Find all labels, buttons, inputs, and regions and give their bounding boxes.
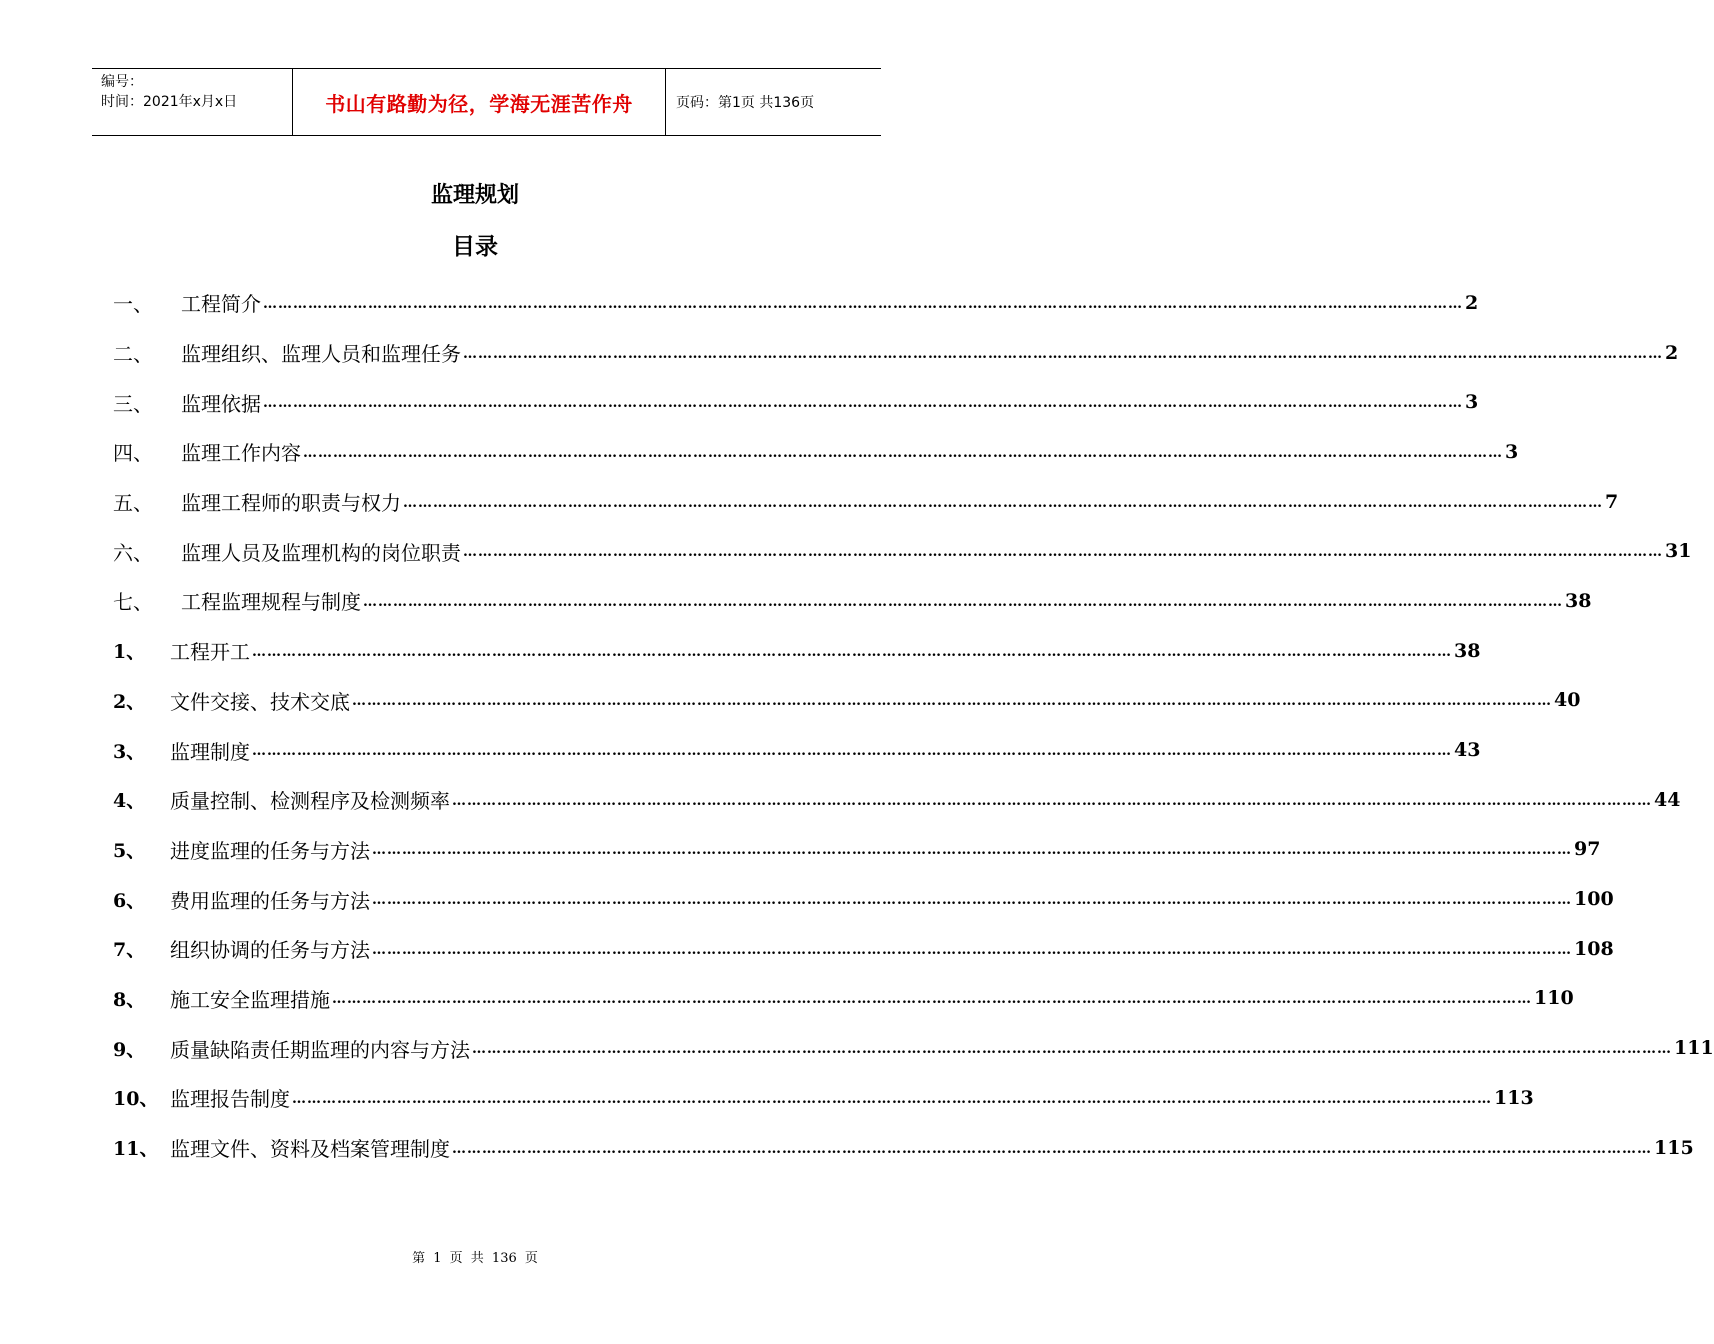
toc-entry[interactable]: [113, 924, 1614, 974]
header-page-info: 页码：第1页 共136页: [676, 95, 815, 111]
toc-entry-page: 115: [1654, 1136, 1694, 1159]
toc-dot-leader: ……………………………………………………………………………………………………………………………………………………………………………………………………………………: [252, 743, 1452, 760]
toc-dot-leader: ……………………………………………………………………………………………………………………………………………………………………………………………………………………: [372, 842, 1572, 859]
toc-dot-leader: ……………………………………………………………………………………………………………………………………………………………………………………………………………………: [463, 544, 1663, 561]
toc-entry-label: 监理工作内容: [181, 441, 301, 466]
toc-dot-leader: ……………………………………………………………………………………………………………………………………………………………………………………………………………………: [363, 593, 1563, 610]
toc-entry-page: 113: [1494, 1086, 1534, 1109]
toc-dot-leader: ……………………………………………………………………………………………………………………………………………………………………………………………………………………: [332, 991, 1532, 1008]
toc-entry-number: 五、: [113, 491, 153, 516]
toc-entry-label: 文件交接、技术交底: [170, 689, 350, 714]
toc-entry-page: 38: [1565, 589, 1592, 612]
toc-entry-label: 监理文件、资料及档案管理制度: [170, 1137, 450, 1162]
toc-entry-page: 2: [1465, 291, 1479, 314]
toc-dot-leader: ……………………………………………………………………………………………………………………………………………………………………………………………………………………: [472, 1041, 1672, 1058]
toc-entry[interactable]: [113, 477, 1619, 527]
page-footer: 第 1 页 共 136 页: [412, 1251, 538, 1266]
toc-entry[interactable]: [113, 725, 1481, 775]
toc-entry[interactable]: [113, 377, 1479, 427]
toc-dot-leader: ……………………………………………………………………………………………………………………………………………………………………………………………………………………: [292, 1090, 1492, 1107]
toc-entry[interactable]: [113, 278, 1479, 328]
time-label: 时间：2021年x月x日: [101, 94, 238, 110]
document-title: 监理规划: [430, 183, 519, 208]
toc-entry[interactable]: [113, 1073, 1534, 1123]
toc-entry[interactable]: [113, 576, 1592, 626]
toc-entry-number: 6、: [113, 889, 146, 912]
toc-entry-number: 7、: [113, 939, 146, 962]
toc-entry-number: 9、: [113, 1038, 146, 1061]
toc-dot-leader: ……………………………………………………………………………………………………………………………………………………………………………………………………………………: [252, 643, 1452, 660]
toc-dot-leader: ……………………………………………………………………………………………………………………………………………………………………………………………………………………: [452, 792, 1652, 809]
toc-dot-leader: ……………………………………………………………………………………………………………………………………………………………………………………………………………………: [403, 494, 1603, 511]
toc-entry-page: 3: [1505, 440, 1519, 463]
toc-entry-page: 43: [1454, 739, 1481, 762]
toc-entry-number: 10、: [113, 1088, 159, 1111]
toc-entry-page: 108: [1574, 937, 1614, 960]
toc-entry-page: 97: [1574, 838, 1601, 861]
toc-entry-label: 工程简介: [181, 292, 261, 317]
toc-entry-page: 3: [1465, 391, 1479, 414]
toc-entry-label: 组织协调的任务与方法: [170, 938, 370, 963]
toc-entry[interactable]: [113, 676, 1581, 726]
header-meta: [92, 69, 293, 135]
toc-entry-page: 31: [1665, 540, 1692, 563]
toc-entry-label: 质量缺陷责任期监理的内容与方法: [170, 1037, 470, 1062]
toc-dot-leader: ……………………………………………………………………………………………………………………………………………………………………………………………………………………: [452, 1140, 1652, 1157]
toc-entry[interactable]: [113, 874, 1614, 924]
toc-dot-leader: ……………………………………………………………………………………………………………………………………………………………………………………………………………………: [352, 693, 1552, 710]
toc-entry[interactable]: [113, 328, 1679, 378]
toc-entry[interactable]: [113, 974, 1574, 1024]
toc-dot-leader: ……………………………………………………………………………………………………………………………………………………………………………………………………………………: [372, 941, 1572, 958]
toc-entry-page: 2: [1665, 341, 1679, 364]
toc-entry-page: 44: [1654, 788, 1681, 811]
toc-heading: 目录: [452, 234, 498, 260]
toc-dot-leader: ……………………………………………………………………………………………………………………………………………………………………………………………………………………: [263, 295, 1463, 312]
document-header: [92, 68, 881, 136]
toc-entry[interactable]: [113, 1123, 1694, 1173]
header-slogan: 书山有路勤为径，学海无涯苦作舟: [293, 69, 666, 135]
toc-entry-number: 3、: [113, 740, 146, 763]
code-label: 编号：: [101, 74, 143, 90]
toc-entry[interactable]: [113, 825, 1601, 875]
toc-entry-page: 38: [1454, 639, 1481, 662]
toc-entry-number: 四、: [113, 441, 153, 466]
toc-entry-page: 100: [1574, 888, 1614, 911]
toc-entry-label: 费用监理的任务与方法: [170, 888, 370, 913]
toc-entry-label: 工程监理规程与制度: [181, 590, 361, 615]
toc-entry[interactable]: [113, 526, 1692, 576]
toc-entry-label: 监理工程师的职责与权力: [181, 491, 401, 516]
toc-entry-label: 工程开工: [170, 640, 250, 665]
toc-entry-page: 111: [1674, 1037, 1714, 1060]
toc-entry-number: 8、: [113, 988, 146, 1011]
toc-entry-number: 1、: [113, 641, 146, 664]
toc-entry-label: 监理依据: [181, 391, 261, 416]
toc-entry-label: 施工安全监理措施: [170, 987, 330, 1012]
toc-entry-label: 进度监理的任务与方法: [170, 838, 370, 863]
toc-dot-leader: ……………………………………………………………………………………………………………………………………………………………………………………………………………………: [303, 444, 1503, 461]
toc-entry-label: 监理报告制度: [170, 1087, 290, 1112]
toc-entry-number: 二、: [113, 342, 153, 367]
toc-entry-number: 一、: [113, 292, 153, 317]
toc-entry-page: 110: [1534, 987, 1574, 1010]
toc-entry-page: 40: [1554, 689, 1581, 712]
toc-entry-number: 11、: [113, 1138, 159, 1161]
toc-dot-leader: ……………………………………………………………………………………………………………………………………………………………………………………………………………………: [463, 345, 1663, 362]
toc-entry[interactable]: [113, 427, 1519, 477]
toc-dot-leader: ……………………………………………………………………………………………………………………………………………………………………………………………………………………: [372, 892, 1572, 909]
toc-entry-number: 2、: [113, 690, 146, 713]
toc-entry-label: 质量控制、检测程序及检测频率: [170, 789, 450, 814]
toc-entry-page: 7: [1605, 490, 1619, 513]
toc-entry-number: 三、: [113, 391, 153, 416]
toc-entry[interactable]: [113, 1023, 1714, 1073]
toc-entry-number: 4、: [113, 790, 146, 813]
toc-entry-number: 七、: [113, 590, 153, 615]
toc-entry[interactable]: [113, 626, 1481, 676]
toc-entry-label: 监理制度: [170, 739, 250, 764]
toc-entry-label: 监理人员及监理机构的岗位职责: [181, 540, 461, 565]
toc-entry-number: 六、: [113, 540, 153, 565]
table-of-contents: [113, 278, 1714, 1172]
toc-dot-leader: ……………………………………………………………………………………………………………………………………………………………………………………………………………………: [263, 395, 1463, 412]
toc-entry-number: 5、: [113, 839, 146, 862]
toc-entry[interactable]: [113, 775, 1681, 825]
toc-entry-label: 监理组织、监理人员和监理任务: [181, 342, 461, 367]
